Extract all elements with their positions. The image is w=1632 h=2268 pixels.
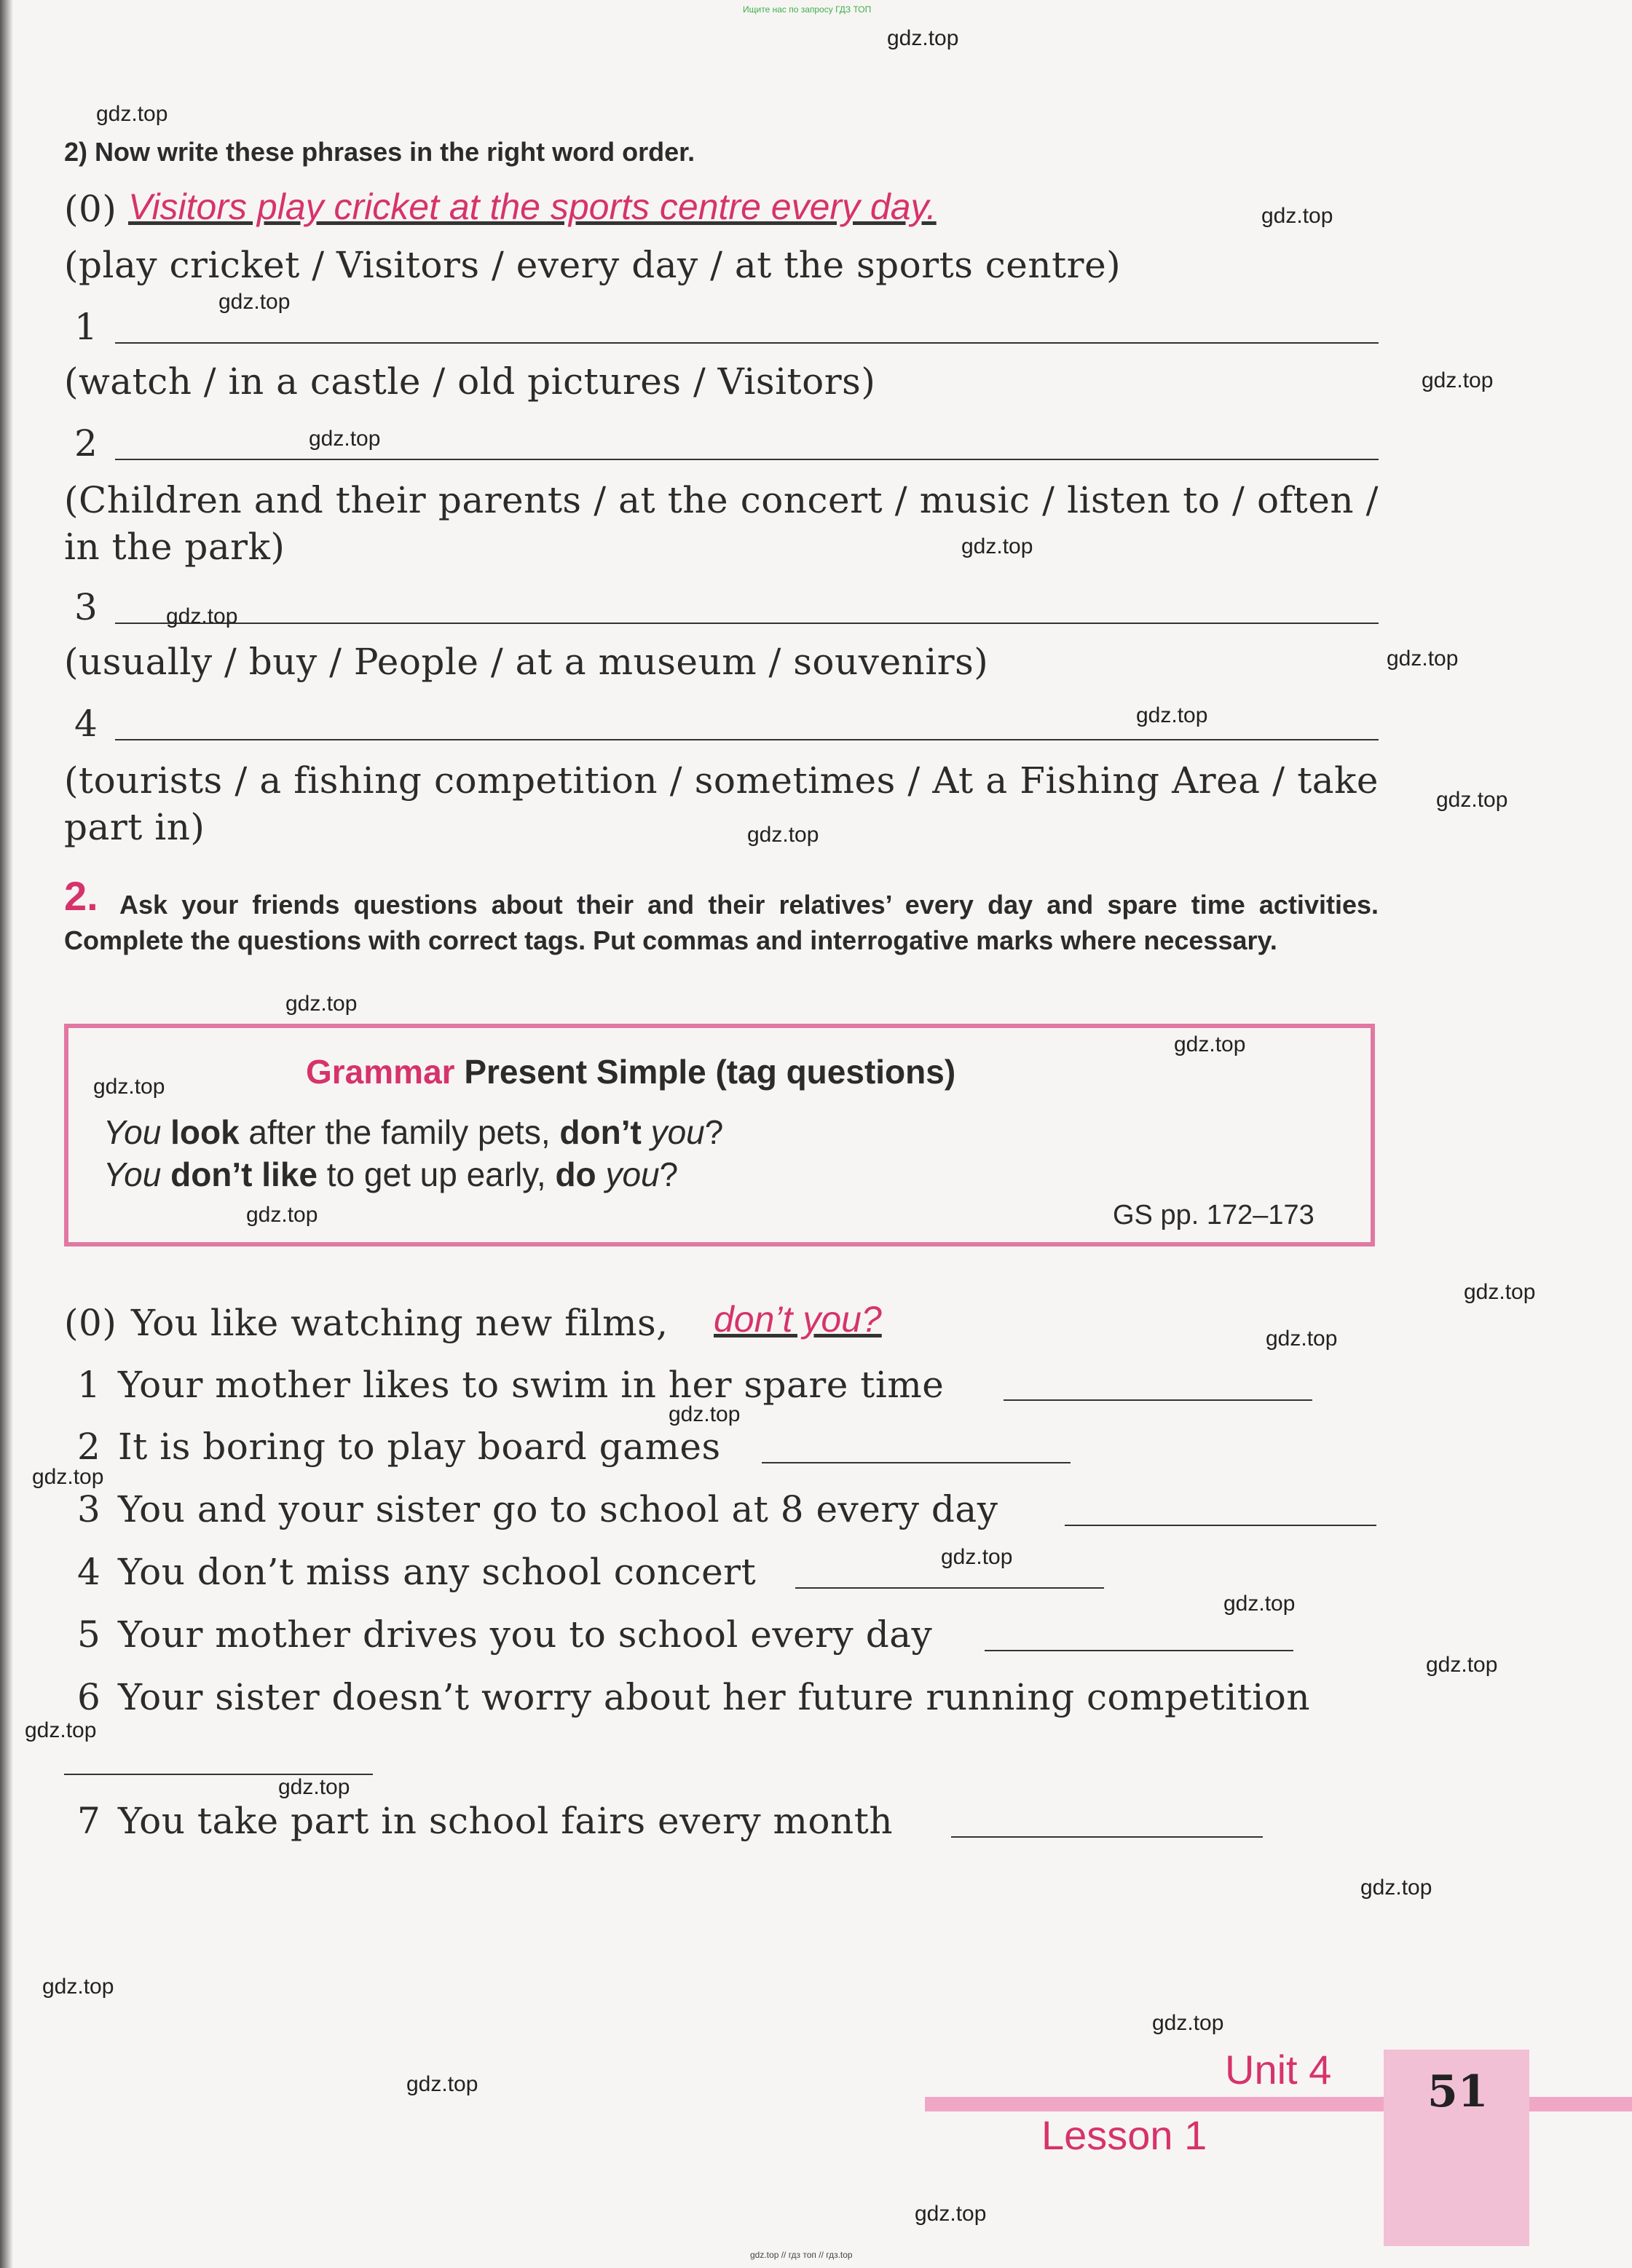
bottom-note: gdz.top // гдз топ // гдз.top	[750, 2250, 853, 2260]
item-1-prompt: (watch / in a castle / old pictures / Visitors)	[64, 360, 876, 403]
grammar-example-1	[103, 1113, 723, 1152]
watermark: gdz.top	[1261, 204, 1333, 228]
ex2-e	[596, 1155, 606, 1193]
t2-item-2-text: It is boring to play board games	[118, 1426, 721, 1468]
watermark: gdz.top	[406, 2072, 478, 2096]
watermark: gdz.top	[96, 102, 168, 126]
task2-example-answer: don’t you?	[714, 1299, 882, 1340]
ex2-a: You	[103, 1155, 171, 1193]
watermark: gdz.top	[1266, 1327, 1338, 1351]
watermark: gdz.top	[915, 2202, 987, 2226]
t2-item-3-number: 3	[77, 1488, 101, 1530]
t2-answer-line-7[interactable]	[951, 1836, 1263, 1838]
top-search-note: Ищите нас по запросу ГДЗ ТОП	[743, 4, 872, 15]
watermark: gdz.top	[246, 1203, 318, 1227]
item-3-number: 3	[74, 586, 98, 628]
task1-part2-heading: 2) Now write these phrases in the right word order.	[64, 137, 695, 167]
watermark: gdz.top	[1464, 1280, 1536, 1304]
example-number: (0)	[64, 188, 117, 230]
t2-item-1-text: Your mother likes to swim in her spare time	[118, 1364, 945, 1406]
footer-lesson: Lesson 1	[1041, 2112, 1207, 2158]
watermark: gdz.top	[25, 1718, 97, 1742]
item-4-number: 4	[74, 703, 98, 745]
example-answer: Visitors play cricket at the sports centre every day.	[128, 186, 937, 227]
ex2-f: you	[605, 1155, 660, 1193]
item-3-prompt: (usually / buy / People / at a museum / souvenirs)	[64, 641, 989, 683]
item-2-number: 2	[74, 422, 98, 465]
answer-line-4[interactable]	[115, 739, 1379, 740]
watermark: gdz.top	[218, 290, 291, 314]
watermark: gdz.top	[1152, 2011, 1224, 2035]
t2-answer-line-1[interactable]	[1004, 1399, 1312, 1401]
t2-answer-line-3[interactable]	[1065, 1525, 1376, 1526]
watermark: gdz.top	[32, 1465, 104, 1489]
t2-item-7-text: You take part in school fairs every month	[118, 1800, 894, 1842]
t2-answer-line-4[interactable]	[795, 1587, 1104, 1589]
ex1-c: after the family pets,	[239, 1113, 560, 1151]
item-2-prompt: (Children and their parents / at the concert / music / listen to / often / in the park)	[64, 479, 1379, 568]
grammar-example-2	[103, 1155, 678, 1194]
ex2-d: do	[555, 1155, 596, 1193]
grammar-topic-text: Present Simple (tag questions)	[464, 1053, 956, 1091]
t2-item-6-number: 6	[77, 1676, 101, 1718]
watermark: gdz.top	[1174, 1032, 1246, 1056]
example-prompt: (play cricket / Visitors / every day / at the sports centre)	[64, 244, 1121, 286]
watermark: gdz.top	[42, 1975, 114, 1999]
watermark: gdz.top	[1426, 1653, 1498, 1677]
footer-strip-right	[1529, 2097, 1632, 2111]
t2-item-6-text: Your sister doesn’t worry about her future running competition	[118, 1676, 1311, 1718]
watermark: gdz.top	[747, 823, 819, 847]
watermark: gdz.top	[1360, 1876, 1432, 1900]
watermark: gdz.top	[887, 26, 959, 50]
ex1-g: ?	[704, 1113, 724, 1151]
item-4-prompt: (tourists / a fishing competition / sometimes / At a Fishing Area / take part in)	[64, 759, 1379, 848]
watermark: gdz.top	[1387, 647, 1459, 671]
watermark: gdz.top	[166, 604, 238, 628]
answer-line-2[interactable]	[115, 459, 1379, 460]
watermark: gdz.top	[669, 1402, 741, 1426]
watermark: gdz.top	[1436, 788, 1508, 812]
ex1-b: look	[170, 1113, 240, 1151]
answer-line-3[interactable]	[115, 623, 1379, 624]
t2-item-7-number: 7	[77, 1800, 101, 1842]
page-edge-shadow	[0, 0, 13, 2268]
t2-item-5-text: Your mother drives you to school every day	[118, 1613, 933, 1656]
ex1-d: don’t	[559, 1113, 642, 1151]
ex2-b: don’t like	[170, 1155, 318, 1193]
grammar-title	[306, 1052, 955, 1091]
ex2-g: ?	[659, 1155, 679, 1193]
grammar-reference: GS pp. 172–173	[1113, 1200, 1314, 1230]
t2-item-1-number: 1	[77, 1364, 101, 1406]
task2-example-number: (0)	[64, 1302, 117, 1344]
watermark: gdz.top	[961, 534, 1033, 558]
ex1-e	[642, 1113, 651, 1151]
page-number: 51	[1427, 2066, 1489, 2117]
footer-unit: Unit 4	[1225, 2047, 1332, 2093]
t2-item-4-number: 4	[77, 1551, 101, 1593]
task2-instruction: Ask your friends questions about their and their relatives’ every day and spare time activities. Complete the questions with correct tags. Put commas and interrogative marks where necessary.	[64, 890, 1379, 955]
item-1-number: 1	[74, 306, 98, 348]
ex1-a: You	[103, 1113, 171, 1151]
watermark: gdz.top	[278, 1775, 350, 1799]
grammar-label: Grammar	[306, 1053, 455, 1091]
watermark: gdz.top	[1136, 703, 1208, 727]
watermark: gdz.top	[941, 1545, 1013, 1569]
task2-example-sentence: You like watching new films,	[131, 1302, 669, 1344]
watermark: gdz.top	[1422, 368, 1494, 392]
watermark: gdz.top	[309, 427, 381, 451]
ex2-c: to get up early,	[318, 1155, 556, 1193]
t2-item-4-text: You don’t miss any school concert	[118, 1551, 757, 1593]
watermark: gdz.top	[285, 992, 358, 1016]
t2-item-5-number: 5	[77, 1613, 101, 1656]
ex1-f: you	[650, 1113, 705, 1151]
answer-line-1[interactable]	[115, 342, 1379, 344]
watermark: gdz.top	[93, 1075, 165, 1099]
task2-number: 2.	[64, 873, 98, 919]
t2-answer-line-2[interactable]	[762, 1462, 1071, 1463]
watermark: gdz.top	[1223, 1592, 1296, 1616]
t2-answer-line-5[interactable]	[985, 1650, 1293, 1651]
t2-item-2-number: 2	[77, 1426, 101, 1468]
t2-item-3-text: You and your sister go to school at 8 every day	[118, 1488, 998, 1530]
